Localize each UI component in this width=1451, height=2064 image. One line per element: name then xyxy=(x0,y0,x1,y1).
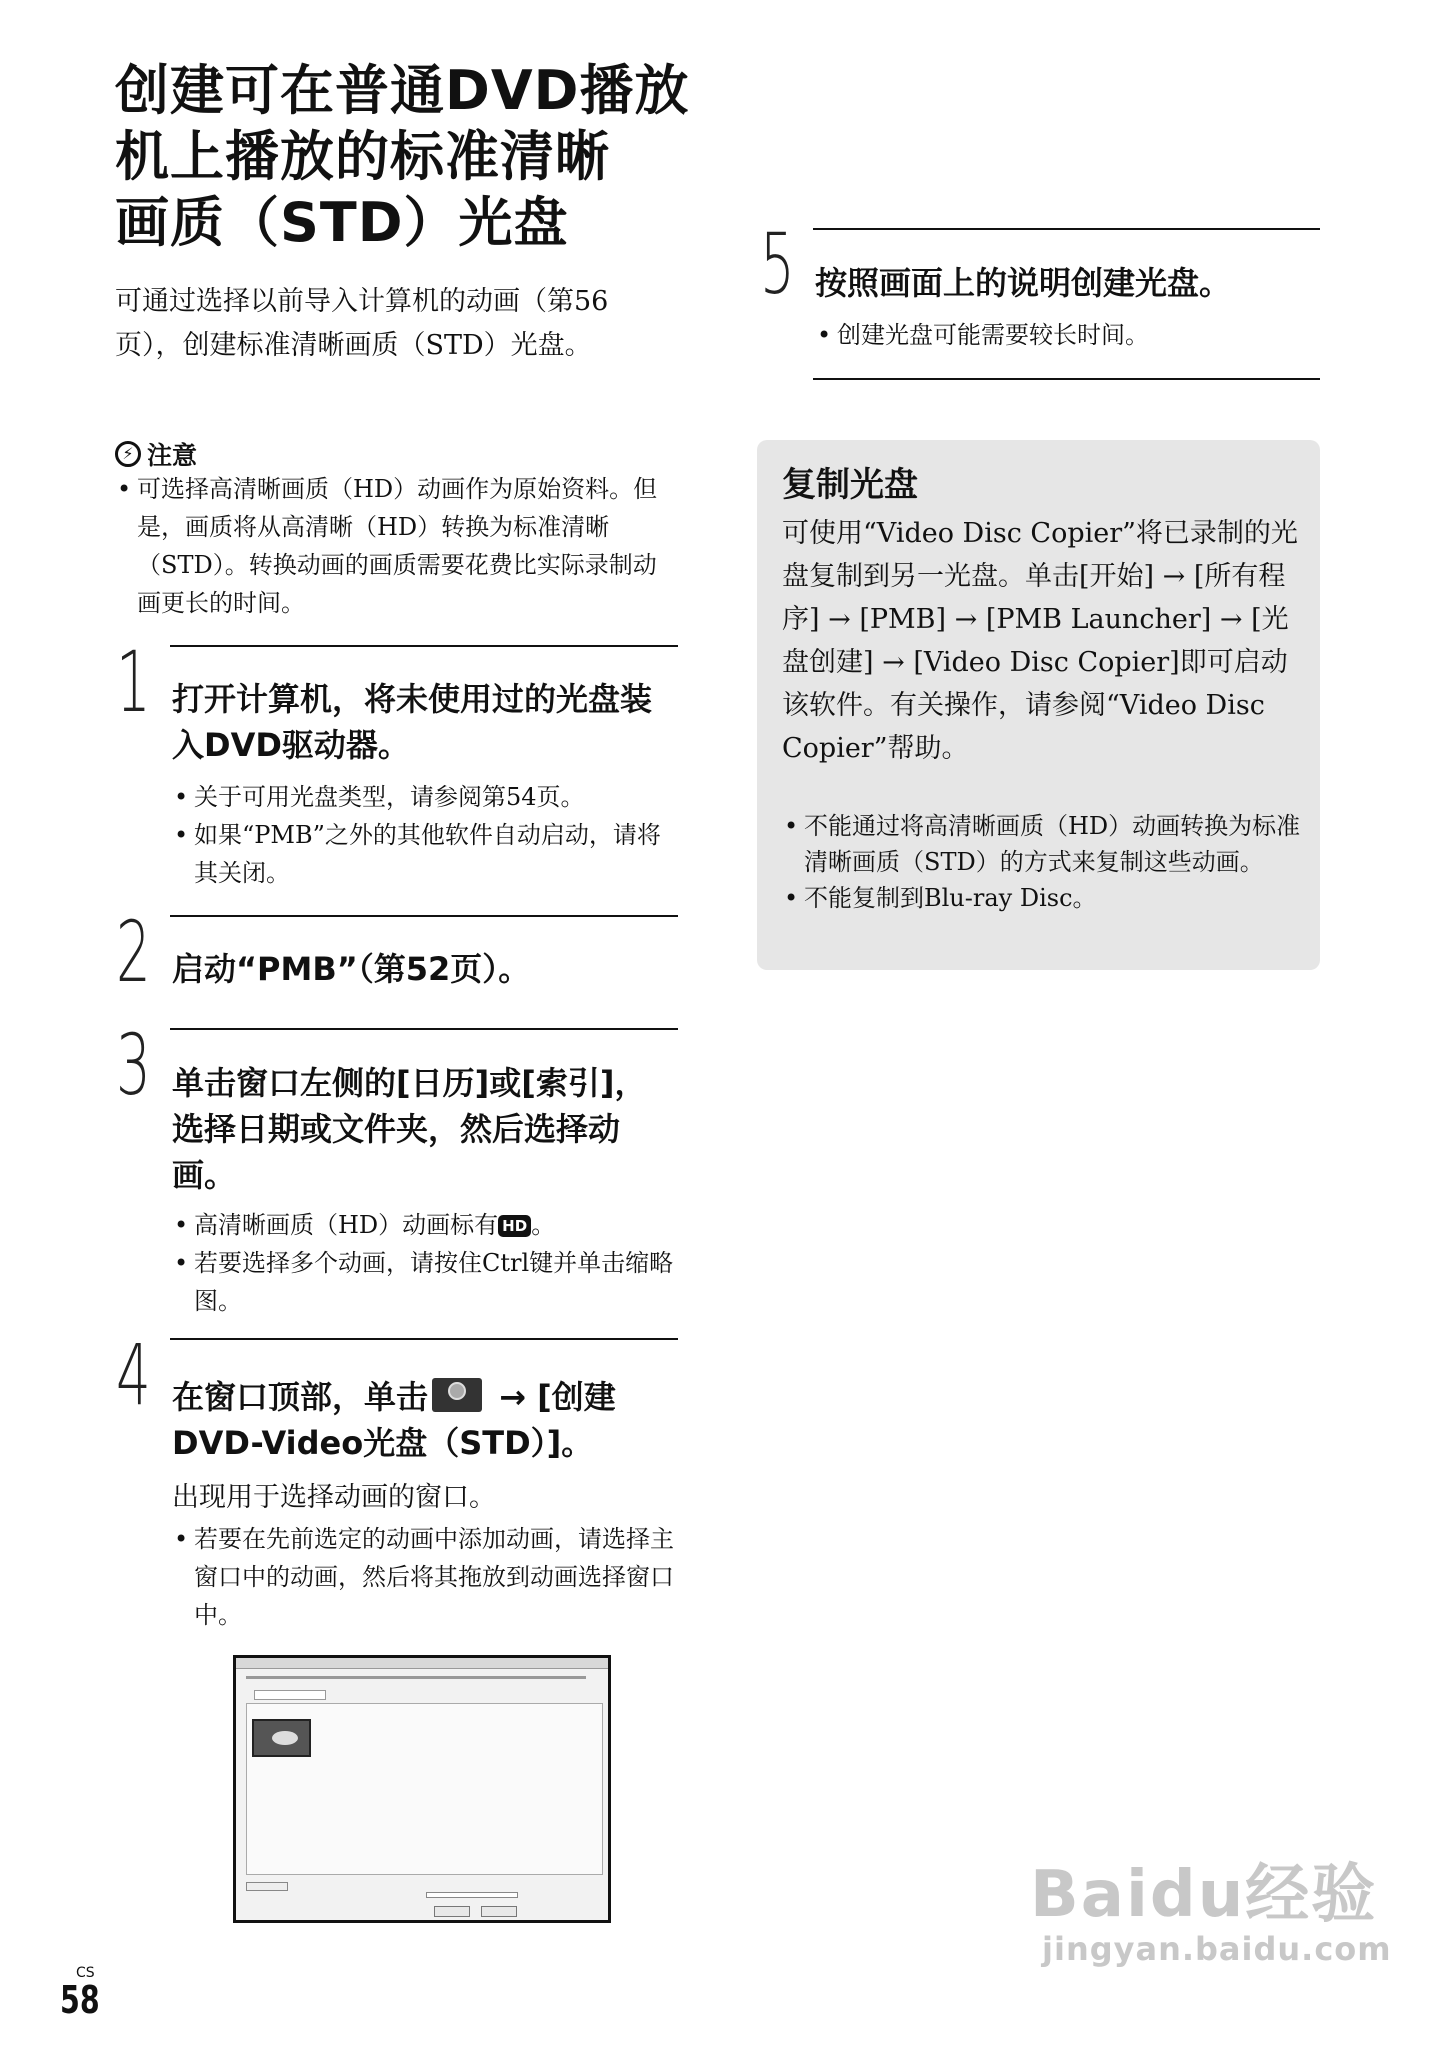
baidu-watermark xyxy=(1030,1860,1410,1968)
intro-paragraph: 可通过选择以前导入计算机的动画（第56页），创建标准清晰画质（STD）光盘。 xyxy=(115,286,609,361)
step-1-text: 打开计算机，将未使用过的光盘装入DVD驱动器。 xyxy=(172,680,653,764)
step-number: 3 xyxy=(116,1016,151,1114)
step-divider xyxy=(170,1338,678,1340)
step-bullet: • 关于可用光盘类型，请参阅第54页。 xyxy=(172,778,682,816)
watermark-sub: jingyan.baidu.com xyxy=(1042,1930,1392,1968)
step-bullet: • 若要选择多个动画，请按住Ctrl键并单击缩略图。 xyxy=(172,1244,682,1320)
step-5-text: 按照画面上的说明创建光盘。 xyxy=(815,264,1232,302)
title-line: 创建可在普通DVD播放 xyxy=(115,59,690,122)
step-number: 2 xyxy=(116,903,151,1001)
step-divider xyxy=(170,915,678,917)
dvd-creator-window-screenshot xyxy=(233,1655,611,1923)
title-line: 机上播放的标准清晰 xyxy=(115,125,610,188)
step-1-bullets xyxy=(172,778,682,892)
window-progress-bar xyxy=(426,1892,518,1898)
window-instruction-line xyxy=(246,1676,586,1679)
window-media-area xyxy=(246,1703,603,1875)
step-3-bullets xyxy=(172,1206,682,1320)
window-settings-button xyxy=(246,1882,288,1891)
window-titlebar xyxy=(236,1658,608,1669)
page-title xyxy=(115,58,695,256)
note-item: • 可选择高清晰画质（HD）动画作为原始资料。但是，画质将从高清晰（HD）转换为标准清晰（STD）。转换动画的画质需要花费比实际录制动画更长的时间。 xyxy=(115,470,680,622)
copy-disc-bullet: • 不能复制到Blu-ray Disc。 xyxy=(782,880,1302,916)
title-line: 画质（STD）光盘 xyxy=(115,191,569,254)
step-4-text: 在窗口顶部，单击 → [创建DVD-Video光盘（STD）]。 xyxy=(172,1378,616,1462)
step-bullet: • 创建光盘可能需要较长时间。 xyxy=(815,316,1320,354)
note-body xyxy=(115,470,680,622)
step-5-bullets xyxy=(815,316,1320,354)
step-bullet: • 若要在先前选定的动画中添加动画，请选择主窗口中的动画，然后将其拖放到动画选择窗口中。 xyxy=(172,1520,682,1634)
step-5-bottom-divider xyxy=(813,378,1320,380)
step-2-text: 启动“PMB”（第52页）。 xyxy=(172,950,531,988)
step-divider xyxy=(170,1028,678,1030)
step-number: 1 xyxy=(116,633,151,731)
watermark-main: Baidu经验 xyxy=(1030,1858,1378,1932)
step-bullet: • 高清晰画质（HD）动画标有 HD 。 xyxy=(172,1206,682,1244)
copy-disc-bullets xyxy=(782,808,1302,916)
window-small-button xyxy=(254,1690,326,1700)
copy-disc-bullet: • 不能通过将高清晰画质（HD）动画转换为标准清晰画质（STD）的方式来复制这些动画。 xyxy=(782,808,1302,880)
step-bullet: • 如果“PMB”之外的其他软件自动启动，请将其关闭。 xyxy=(172,816,682,892)
copy-disc-body: 可使用“Video Disc Copier”将已录制的光盘复制到另一光盘。单击[开始] → [所有程序] → [PMB] → [PMB Launcher] → [光盘创建] → [Video Disc Copier]即可启动该软件。有关操作，请参阅“Video Disc Copier”帮助。 xyxy=(782,518,1298,764)
step-4-bullets xyxy=(172,1520,682,1634)
step-3-text: 单击窗口左侧的[日历]或[索引]，选择日期或文件夹，然后选择动画。 xyxy=(172,1064,647,1194)
hd-icon: HD xyxy=(498,1215,531,1237)
step-divider xyxy=(170,645,678,647)
copy-disc-title: 复制光盘 xyxy=(782,465,918,505)
step-divider xyxy=(813,228,1320,230)
step-4-result: 出现用于选择动画的窗口。 xyxy=(172,1482,496,1513)
window-cancel-button xyxy=(481,1906,517,1917)
media-thumbnail xyxy=(252,1719,311,1757)
page-number: 58 xyxy=(60,1978,100,2022)
page-language-code: CS xyxy=(76,1965,95,1981)
warning-circle-icon: ⚡ xyxy=(115,441,141,467)
create-disc-button-icon xyxy=(432,1378,482,1412)
step-number: 4 xyxy=(116,1326,151,1424)
step-number: 5 xyxy=(760,215,795,313)
note-heading xyxy=(115,436,197,472)
note-heading-label: 注意 xyxy=(147,441,198,470)
window-next-button xyxy=(434,1906,470,1917)
